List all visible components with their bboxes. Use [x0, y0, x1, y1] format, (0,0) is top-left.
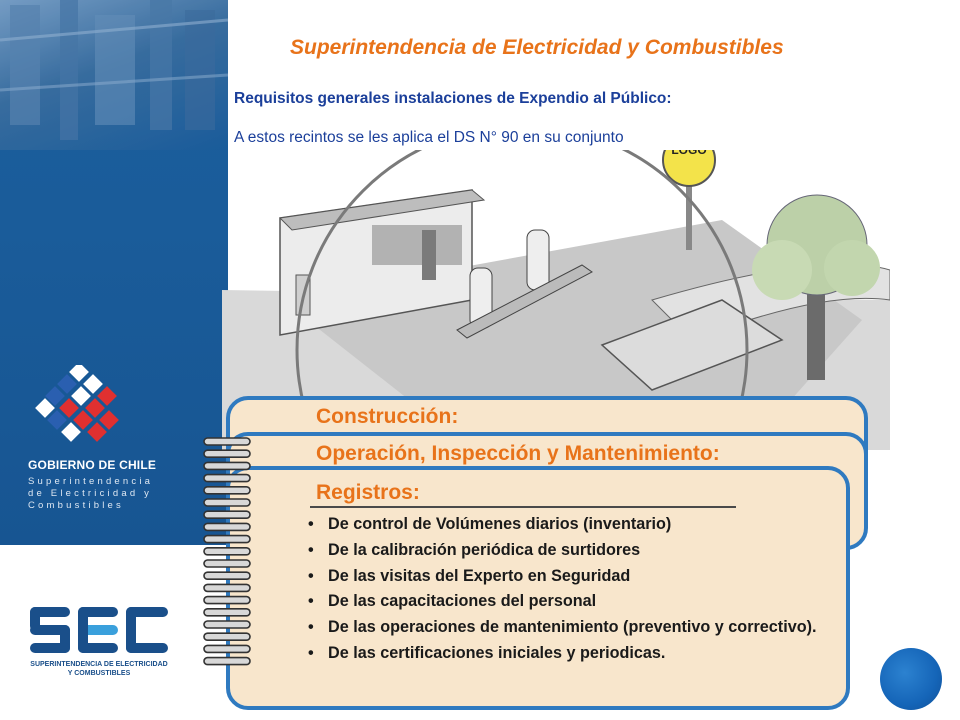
sidebar-photo	[0, 0, 228, 150]
sec-caption-line: SUPERINTENDENCIA DE ELECTRICIDAD	[30, 661, 168, 668]
agency-line: Superintendencia	[28, 476, 154, 487]
spiral-ring	[204, 609, 250, 616]
spiral-ring	[204, 438, 250, 445]
spiral-ring	[204, 450, 250, 457]
list-item	[306, 615, 846, 641]
spiral-ring	[204, 560, 250, 567]
list-item	[306, 564, 846, 590]
list-item	[306, 589, 846, 615]
list-item-text: De las operaciones de mantenimiento (preventivo y correctivo).	[328, 618, 817, 637]
spiral-binding	[200, 432, 256, 677]
bullet: •	[308, 618, 314, 637]
intro-text: A estos recintos se les aplica el DS N° 90 en su conjunto	[234, 129, 624, 146]
registros-list	[306, 512, 846, 667]
bullet: •	[308, 566, 314, 585]
gobierno-de-chile-logo	[34, 365, 144, 460]
heading-operacion: Operación, Inspección y Mantenimiento:	[316, 442, 720, 465]
spiral-ring	[204, 597, 250, 604]
list-item-text: De las visitas del Experto en Seguridad	[328, 566, 631, 585]
sec-caption	[30, 660, 168, 678]
list-item-text: De las capacitaciones del personal	[328, 592, 597, 611]
sidebar	[0, 0, 228, 545]
gov-agency	[28, 476, 198, 512]
spiral-ring	[204, 633, 250, 640]
sec-caption-line: Y COMBUSTIBLES	[67, 670, 131, 677]
page-title: Superintendencia de Electricidad y Combustibles	[290, 36, 784, 59]
gov-name: GOBIERNO DE CHILE	[28, 458, 157, 472]
spiral-ring	[204, 523, 250, 530]
sec-wordmark-icon	[30, 607, 168, 653]
agency-line: de Electricidad y	[28, 488, 153, 499]
blue-circle-icon	[880, 648, 942, 710]
spiral-ring	[204, 548, 250, 555]
spiral-ring	[204, 645, 250, 652]
list-item	[306, 641, 846, 667]
heading-registros: Registros:	[316, 481, 420, 504]
cube-logo-icon	[35, 365, 119, 442]
heading-construccion: Construcción:	[316, 405, 459, 428]
bullet: •	[308, 515, 314, 533]
spiral-ring	[204, 572, 250, 579]
sec-logo	[30, 605, 170, 664]
spiral-ring	[204, 499, 250, 506]
bullet: •	[308, 540, 314, 559]
industrial-photo-icon	[0, 0, 228, 150]
heading-underline	[310, 506, 736, 508]
agency-line: Combustibles	[28, 500, 124, 511]
list-item	[306, 538, 846, 564]
spiral-ring	[204, 475, 250, 482]
spiral-ring	[204, 536, 250, 543]
spiral-ring	[204, 658, 250, 665]
list-item	[306, 512, 846, 538]
list-item-text: De la calibración periódica de surtidores	[328, 540, 641, 559]
list-item-text: De control de Volúmenes diarios (inventario)	[328, 515, 672, 533]
list-item-text: De las certificaciones iniciales y periodicas.	[328, 643, 666, 662]
spiral-ring	[204, 621, 250, 628]
spiral-ring	[204, 584, 250, 591]
sign-text: LOGO	[671, 150, 707, 157]
bullet: •	[308, 592, 314, 611]
spiral-ring	[204, 487, 250, 494]
spiral-ring	[204, 511, 250, 518]
bullet: •	[308, 643, 314, 662]
subtitle: Requisitos generales instalaciones de Expendio al Público:	[234, 90, 672, 107]
spiral-ring	[204, 462, 250, 469]
